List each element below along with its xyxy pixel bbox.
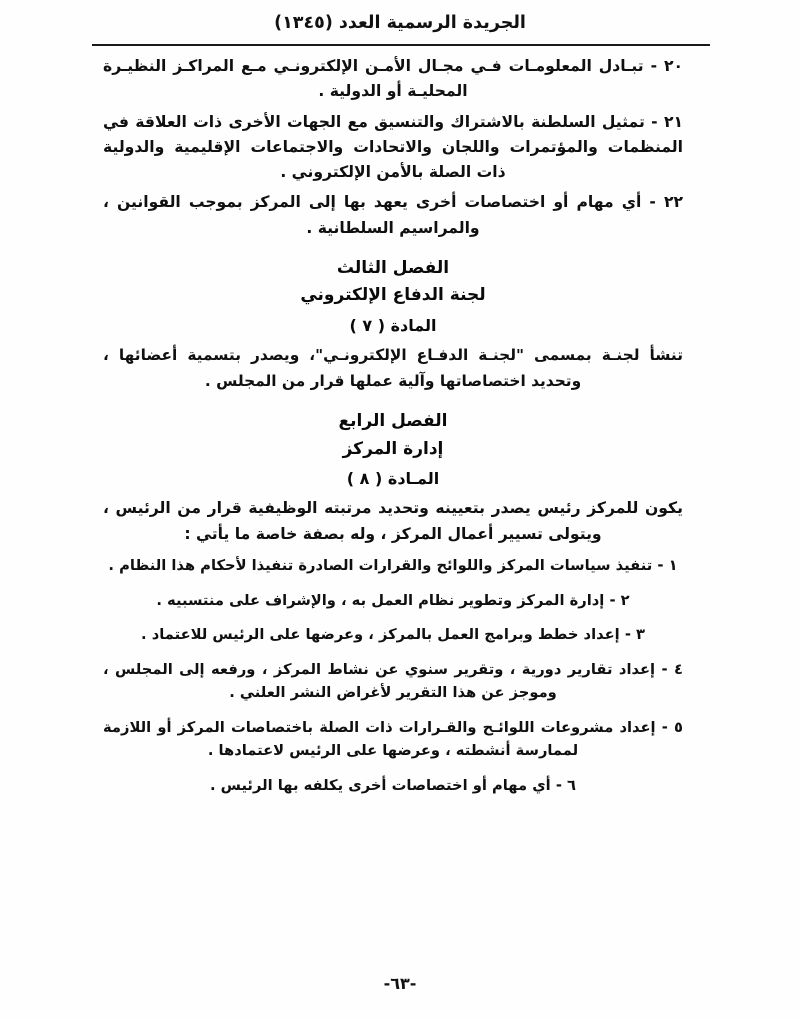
list-item bbox=[103, 589, 683, 613]
list-item-text: إعداد مشروعات اللوائـح والقـرارات ذات الصلة باختصاصات المركز أو اللازمة لممارسة أنشطته ، وعرضها على الرئيس لاعتمادها . bbox=[103, 718, 656, 760]
article-label: المـادة ( ٨ ) bbox=[346, 469, 440, 489]
list-item-text: أي مهام أو اختصاصات أخرى يكلفه بها الرئيس . bbox=[209, 776, 551, 794]
list-item-text: إدارة المركز وتطوير نظام العمل به ، والإشراف على منتسبيه . bbox=[156, 591, 605, 609]
masthead-divider bbox=[92, 44, 710, 46]
list-item bbox=[103, 554, 683, 578]
clause-item bbox=[103, 54, 683, 105]
clause-text: تمثيل السلطنة بالاشتراك والتنسيق مع الجهات الأخرى ذات العلاقة في المنظمات والمؤتمرات واللجان والاتحادات والاجتماعات الإقليمية والدولية ذات الصلة بالأمن الإلكتروني . bbox=[103, 112, 683, 181]
list-item-number: ١ - bbox=[657, 557, 678, 575]
clause-item bbox=[103, 110, 683, 186]
list-item bbox=[103, 658, 683, 705]
masthead-title: الجريدة الرسمية العدد (١٣٤٥) bbox=[274, 13, 526, 33]
list-item-number: ٤ - bbox=[661, 660, 683, 678]
list-item-number: ٦ - bbox=[555, 776, 577, 794]
list-item-number: ٢ - bbox=[609, 591, 630, 609]
chapter-label: الفصل الثالث bbox=[336, 257, 450, 278]
chapter-subject: لجنة الدفاع الإلكتروني bbox=[300, 285, 486, 306]
clause-number: ٢١ - bbox=[651, 112, 683, 131]
chapter-four-heading bbox=[103, 408, 683, 492]
document-body bbox=[103, 54, 683, 808]
clause-text: أي مهام أو اختصاصات أخرى يعهد بها إلى المركز بموجب القوانين ، والمراسيم السلطانية . bbox=[103, 193, 642, 237]
chapter-subject: إدارة المركز bbox=[342, 438, 444, 459]
page-number: -٦٣- bbox=[383, 974, 417, 993]
clause-number: ٢٠ - bbox=[650, 57, 683, 75]
list-item-text: إعداد تقارير دورية ، وتقرير سنوي عن نشاط المركز ، ورفعه إلى المجلس ، وموجز عن هذا التقرير لأغراض النشر العلني . bbox=[103, 660, 656, 702]
article-label: المادة ( ٧ ) bbox=[349, 315, 437, 335]
list-item bbox=[103, 774, 683, 798]
chapter-label: الفصل الرابع bbox=[338, 411, 448, 432]
clause-item bbox=[103, 190, 683, 241]
list-item-number: ٣ - bbox=[624, 626, 645, 644]
list-item-text: تنفيذ سياسات المركز واللوائح والقرارات الصادرة تنفيذا لأحكام هذا النظام . bbox=[108, 557, 653, 575]
article-eight-list bbox=[103, 554, 683, 797]
clause-number: ٢٢ - bbox=[649, 193, 683, 212]
list-item-text: إعداد خطط وبرامج العمل بالمركز ، وعرضها على الرئيس للاعتماد . bbox=[141, 626, 620, 644]
masthead bbox=[0, 13, 800, 34]
clause-text: تبـادل المعلومـات فـي مجـال الأمـن الإلكترونـي مـع المراكـز النظيـرة المحليـة أو الدولية . bbox=[103, 57, 644, 101]
article-eight-intro: يكون للمركز رئيس يصدر بتعيينه وتحديد مرتبته الوظيفية قرار من الرئيس ، ويتولى تسيير أعمال المركز ، وله بصفة خاصة ما يأتي : bbox=[103, 499, 683, 544]
article-seven-body: تنشأ لجنـة بمسمى "لجنـة الدفـاع الإلكترونـي"، ويصدر بتسمية أعضائها ، وتحديد اختصاصاتها وآلية عملها قرار من المجلس . bbox=[103, 346, 683, 390]
list-item bbox=[103, 716, 683, 763]
list-item bbox=[103, 623, 683, 647]
chapter-three-heading bbox=[103, 255, 683, 339]
list-item-number: ٥ - bbox=[661, 718, 683, 736]
